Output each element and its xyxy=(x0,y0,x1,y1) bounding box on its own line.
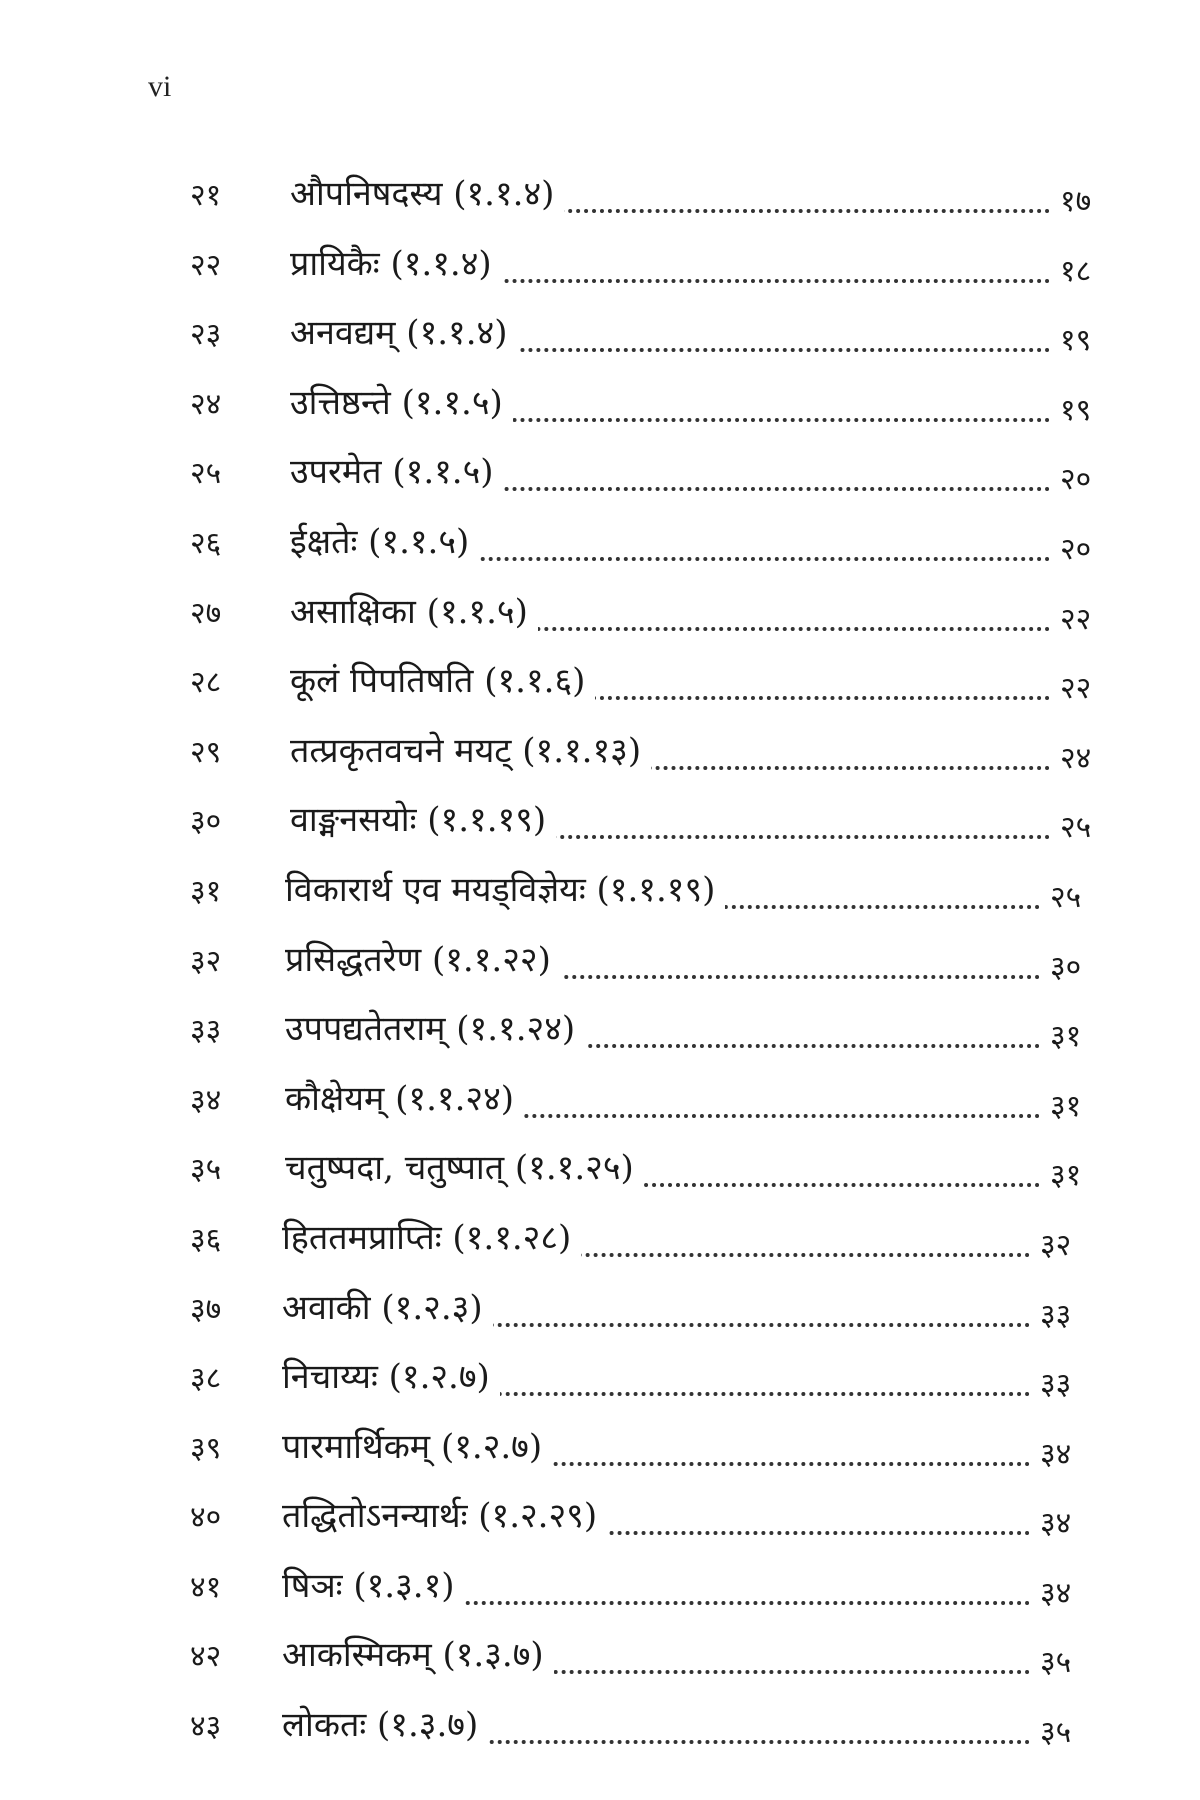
entry-title: षिञः (१.३.१) xyxy=(282,1561,465,1607)
entry-page-number: २२ xyxy=(1060,671,1092,707)
entry-number: ३४ xyxy=(190,1082,222,1118)
entry-title: औपनिषदस्य (१.१.४) xyxy=(290,169,564,215)
entry-number: २३ xyxy=(190,317,222,353)
entry-title: आकस्मिकम् (१.३.७) xyxy=(282,1630,554,1676)
toc-entry xyxy=(190,304,1140,374)
entry-number: ३३ xyxy=(190,1013,222,1049)
toc-entry xyxy=(190,1279,1140,1349)
entry-page-number: ३५ xyxy=(1040,1715,1072,1751)
toc-entry xyxy=(190,1696,1140,1766)
toc-entry xyxy=(190,1487,1140,1557)
entry-number: २७ xyxy=(190,595,222,631)
toc-entry xyxy=(190,583,1140,653)
toc-entry xyxy=(190,1209,1140,1279)
toc-entry xyxy=(190,1557,1140,1627)
entry-title: तद्धितोऽनन्यार्थः (१.२.२९) xyxy=(282,1491,607,1537)
entry-page-number: ३२ xyxy=(1040,1227,1072,1263)
entry-title: विकारार्थ एव मयड्विज्ञेयः (१.१.१९) xyxy=(285,865,725,911)
toc-entry xyxy=(190,722,1140,792)
entry-page-number: १९ xyxy=(1060,392,1092,428)
entry-title: उपपद्यतेतराम् (१.१.२४) xyxy=(285,1004,585,1050)
entry-number: २१ xyxy=(190,178,222,213)
entry-title: उत्तिष्ठन्ते (१.१.५) xyxy=(290,378,513,424)
entry-number: ३८ xyxy=(190,1361,222,1397)
entry-number: २५ xyxy=(190,456,222,492)
toc-entry xyxy=(190,1139,1140,1209)
toc-entry xyxy=(190,652,1140,722)
entry-page-number: २५ xyxy=(1060,810,1092,846)
entry-page-number: ३१ xyxy=(1050,1019,1082,1055)
toc-entry xyxy=(190,235,1140,305)
entry-page-number: २० xyxy=(1060,462,1092,498)
toc-entry xyxy=(190,443,1140,513)
entry-title: उपरमेत (१.१.५) xyxy=(290,447,504,493)
entry-number: ४२ xyxy=(190,1639,222,1675)
entry-title: तत्प्रकृतवचने मयट् (१.१.१३) xyxy=(290,726,651,772)
entry-title: अवाकी (१.२.३) xyxy=(282,1283,493,1329)
toc-entry xyxy=(190,861,1140,931)
entry-title: ईक्षतेः (१.१.५) xyxy=(290,517,479,563)
toc-entry xyxy=(190,1626,1140,1696)
toc-entry xyxy=(190,1000,1140,1070)
entry-title: निचाय्यः (१.२.७) xyxy=(282,1352,500,1398)
entry-title: चतुष्पदा, चतुष्पात् (१.१.२५) xyxy=(285,1143,644,1189)
entry-page-number: ३१ xyxy=(1050,1158,1082,1194)
entry-number: ४१ xyxy=(190,1569,222,1605)
toc-entry xyxy=(190,374,1140,444)
entry-number: ३२ xyxy=(190,943,222,979)
entry-page-number: १७ xyxy=(1060,184,1092,219)
entry-page-number: ३४ xyxy=(1040,1506,1072,1542)
entry-page-number: ३० xyxy=(1050,949,1082,985)
entry-page-number: ३३ xyxy=(1040,1297,1072,1333)
entry-number: ३१ xyxy=(190,873,222,909)
entry-page-number: ३३ xyxy=(1040,1367,1072,1403)
entry-page-number: १९ xyxy=(1060,323,1092,359)
entry-page-number: ३१ xyxy=(1050,1088,1082,1124)
entry-title: कूलं पिपतिषति (१.१.६) xyxy=(290,656,595,702)
entry-number: ४० xyxy=(190,1500,222,1536)
toc-entry xyxy=(190,791,1140,861)
entry-title: हिततमप्राप्तिः (१.१.२८) xyxy=(282,1213,581,1259)
entry-title: प्रसिद्धतरेण (१.१.२२) xyxy=(285,935,561,981)
entry-title: अनवद्यम् (१.१.४) xyxy=(290,308,518,354)
toc-entry xyxy=(190,165,1140,235)
entry-number: ३५ xyxy=(190,1152,222,1188)
entry-title: कौक्षेयम् (१.१.२४) xyxy=(285,1074,524,1120)
entry-number: ३७ xyxy=(190,1291,222,1327)
entry-page-number: ३५ xyxy=(1040,1645,1072,1681)
table-of-contents xyxy=(190,165,1140,1766)
toc-entry xyxy=(190,513,1140,583)
entry-page-number: २० xyxy=(1060,531,1092,567)
entry-number: ३६ xyxy=(190,1221,222,1257)
entry-number: ४३ xyxy=(190,1709,222,1745)
entry-page-number: २२ xyxy=(1060,601,1092,637)
entry-title: असाक्षिका (१.१.५) xyxy=(290,587,538,633)
entry-title: प्रायिकैः (१.१.४) xyxy=(290,239,502,285)
entry-title: लोकतः (१.३.७) xyxy=(282,1700,488,1746)
entry-number: ३० xyxy=(190,804,222,840)
entry-page-number: २५ xyxy=(1050,879,1082,915)
toc-entry xyxy=(190,931,1140,1001)
entry-number: २४ xyxy=(190,386,222,422)
entry-page-number: १८ xyxy=(1060,253,1092,289)
toc-entry xyxy=(190,1348,1140,1418)
entry-number: २९ xyxy=(190,734,222,770)
entry-title: पारमार्थिकम् (१.२.७) xyxy=(282,1422,552,1468)
page-number: vi xyxy=(148,70,172,103)
entry-page-number: ३४ xyxy=(1040,1436,1072,1472)
toc-entry xyxy=(190,1418,1140,1488)
entry-page-number: ३४ xyxy=(1040,1575,1072,1611)
entry-title: वाङ्मनसयोः (१.१.१९) xyxy=(290,795,556,841)
entry-number: २२ xyxy=(190,247,222,283)
entry-page-number: २४ xyxy=(1060,740,1092,776)
entry-number: २६ xyxy=(190,525,222,561)
entry-number: २८ xyxy=(190,665,222,701)
entry-number: ३९ xyxy=(190,1430,222,1466)
toc-entry xyxy=(190,1070,1140,1140)
